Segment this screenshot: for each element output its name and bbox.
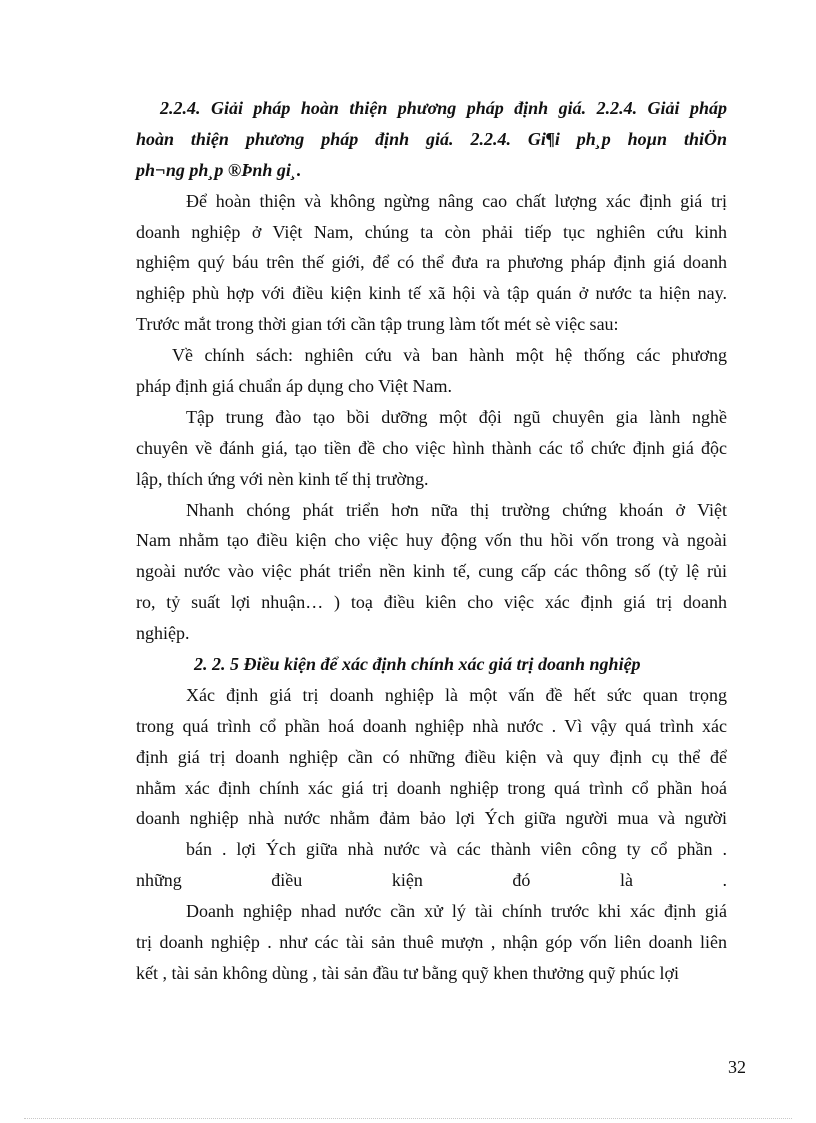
footer-divider xyxy=(24,1118,792,1119)
paragraph-line: ngoài nước vào việc phát triển nền kinh tế, cung cấp các thông số (tỷ lệ rủi xyxy=(136,561,727,582)
paragraph-line: Để hoàn thiện và không ngừng nâng cao chất lượng xác định giá trị xyxy=(186,190,727,211)
paragraph-line: những điều kiện đó là . xyxy=(136,870,727,891)
paragraph-line: Trước mắt trong thời gian tới cần tập trung làm tốt mét sè việc sau: xyxy=(136,314,619,335)
section-heading-line-1: 2.2.4. Giải pháp hoàn thiện phương pháp định giá. 2.2.4. Giải pháp xyxy=(160,98,727,118)
paragraph-line: Doanh nghiệp nhad nước cần xử lý tài chính trước khi xác định giá xyxy=(186,901,727,922)
paragraph-line: Về chính sách: nghiên cứu và ban hành một hệ thống các phương xyxy=(172,345,727,366)
paragraph-line: nghiệm quý báu trên thế giới, để có thể đưa ra phương pháp định giá doanh xyxy=(136,252,727,273)
paragraph-line: Xác định giá trị doanh nghiệp là một vấn đề hết sức quan trọng xyxy=(186,684,727,705)
subsection-heading: 2. 2. 5 Điều kiện để xác định chính xác giá trị doanh nghiệp xyxy=(194,654,641,675)
paragraph-line: trong quá trình cổ phần hoá doanh nghiệp nhà nước . Vì vậy quá trình xác xyxy=(136,715,727,736)
paragraph-line: chuyên về đánh giá, tạo tiền đề cho việc hình thành các tổ chức định giá độc xyxy=(136,437,727,458)
paragraph-line: Nam nhằm tạo điều kiện cho việc huy động vốn thu hồi vốn trong và ngoài xyxy=(136,530,727,551)
paragraph-line: trị doanh nghiệp . như các tài sản thuê mượn , nhận góp vốn liên doanh liên xyxy=(136,932,727,953)
paragraph-line: Nhanh chóng phát triển hơn nữa thị trường chứng khoán ở Việt xyxy=(186,499,727,520)
paragraph-line: bán . lợi Ých giữa nhà nước và các thành viên công ty cổ phần . xyxy=(186,839,727,860)
paragraph-line: doanh nghiệp nhà nước nhằm đảm bảo lợi Ých giữa người mua và người xyxy=(136,808,727,829)
paragraph-line: kết , tài sản không dùng , tài sản đầu tư bằng quỹ khen thưởng quỹ phúc lợi xyxy=(136,962,679,983)
paragraph-line: định giá trị doanh nghiệp cần có những điều kiện và quy định cụ thể để xyxy=(136,746,727,767)
section-heading-line-3: ph¬ng ph¸p ®Þnh gi¸. xyxy=(136,159,302,180)
paragraph-line: doanh nghiệp ở Việt Nam, chúng ta còn phải tiếp tục nghiên cứu kinh xyxy=(136,221,727,242)
page-number: 32 xyxy=(728,1057,746,1077)
section-heading-line-2: hoàn thiện phương pháp định giá. 2.2.4. Gi¶i ph¸p hoµn thiÖn xyxy=(136,128,727,149)
document-body xyxy=(136,93,727,989)
paragraph-line: lập, thích ứng với nèn kinh tế thị trường. xyxy=(136,468,429,489)
paragraph-line: nhằm xác định chính xác giá trị doanh nghiệp trong quá trình cổ phần hoá xyxy=(136,777,727,798)
paragraph-line: pháp định giá chuẩn áp dụng cho Việt Nam. xyxy=(136,376,453,397)
paragraph-line: Tập trung đào tạo bồi dưỡng một đội ngũ chuyên gia lành nghề xyxy=(186,406,727,427)
paragraph-line: nghiệp phù hợp với điều kiện kinh tế xã hội và tập quán ở nước ta hiện nay. xyxy=(136,283,727,304)
paragraph-line: ro, tỷ suất lợi nhuận… ) toạ điều kiên cho việc xác định giá trị doanh xyxy=(136,592,727,613)
paragraph-line: nghiệp. xyxy=(136,623,190,644)
